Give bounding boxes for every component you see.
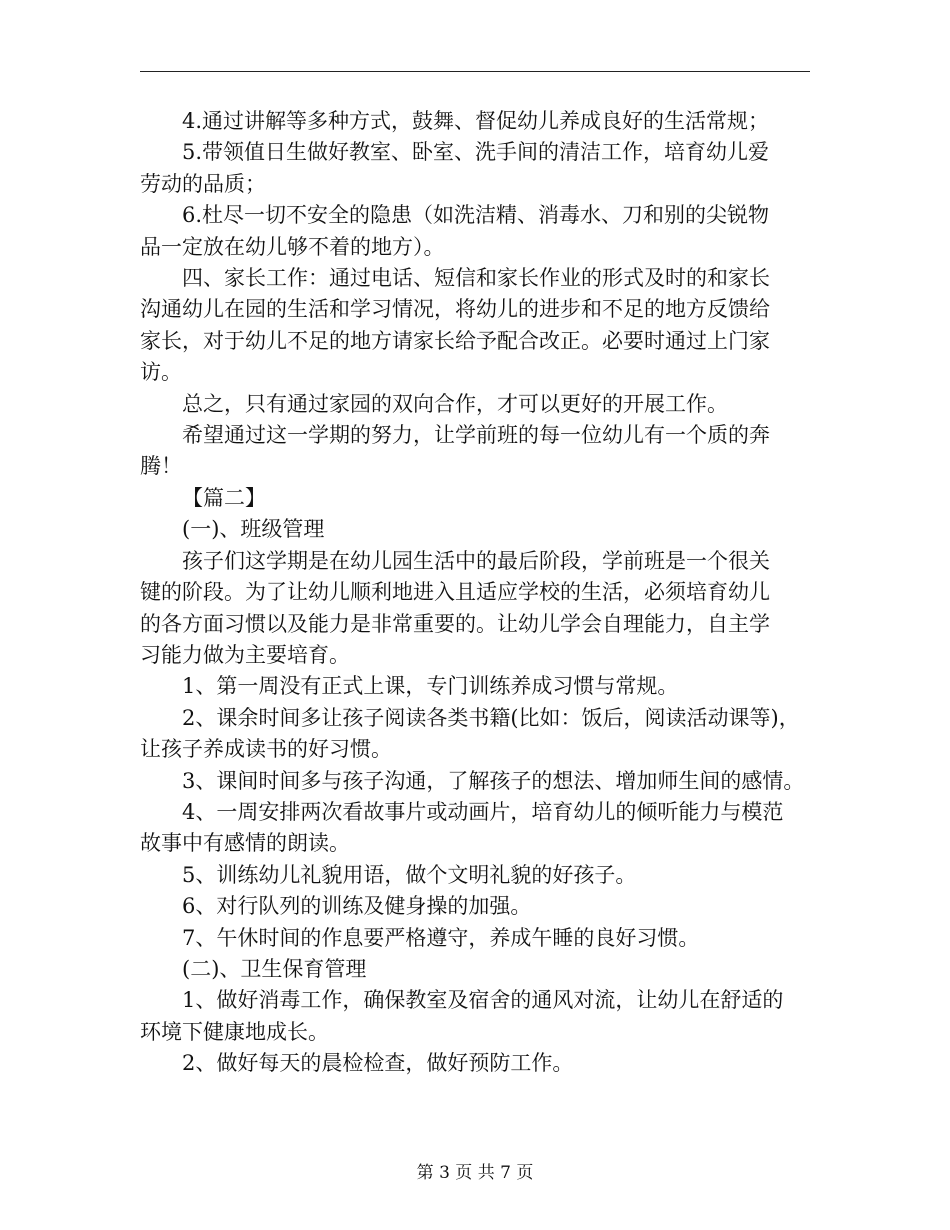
text-line: (二)、卫生保育管理 [182,956,367,981]
text-line: 5.带领值日生做好教室、卧室、洗手间的清洁工作，培育幼儿爱 [182,140,770,165]
text-line: 1、做好消毒工作，确保教室及宿舍的通风对流，让幼儿在舒适的 [182,988,784,1013]
text-line: 孩子们这学期是在幼儿园生活中的最后阶段，学前班是一个很关 [182,548,770,573]
text-line: 家长，对于幼儿不足的地方请家长给予配合改正。必要时通过上门家 [140,328,770,353]
text-line: 2、做好每天的晨检检查，做好预防工作。 [182,1051,574,1076]
text-line: 让孩子养成读书的好习惯。 [140,737,392,762]
text-line: 腾！ [140,454,182,479]
text-line: 的各方面习惯以及能力是非常重要的。让幼儿学会自理能力，自主学 [140,611,770,636]
text-line: 【篇二】 [182,485,266,510]
text-line: 4、一周安排两次看故事片或动画片，培育幼儿的倾听能力与模范 [182,799,784,824]
text-line: 7、午休时间的作息要严格遵守，养成午睡的良好习惯。 [182,925,700,950]
text-line: 6、对行队列的训练及健身操的加强。 [182,894,532,919]
text-line: 习能力做为主要培育。 [140,642,350,667]
text-line: (一)、班级管理 [182,517,325,542]
text-line: 四、家长工作：通过电话、短信和家长作业的形式及时的和家长 [182,266,770,291]
text-line: 环境下健康地成长。 [140,1019,329,1044]
text-line: 总之，只有通过家园的双向合作，才可以更好的开展工作。 [182,391,728,416]
page-number: 第 3 页 共 7 页 [416,1163,534,1183]
document-body [140,106,820,1080]
text-line: 劳动的品质； [140,171,266,196]
text-line: 2、课余时间多让孩子阅读各类书籍(比如：饭后，阅读活动课等)， [182,705,800,730]
text-line: 5、训练幼儿礼貌用语，做个文明礼貌的好孩子。 [182,862,637,887]
text-line: 4.通过讲解等多种方式，鼓舞、督促幼儿养成良好的生活常规； [182,109,770,133]
text-line: 访。 [140,360,182,385]
text-line: 沟通幼儿在园的生活和学习情况，将幼儿的进步和不足的地方反馈给 [140,297,770,322]
text-line: 1、第一周没有正式上课，专门训练养成习惯与常规。 [182,674,679,699]
text-line: 希望通过这一学期的努力，让学前班的每一位幼儿有一个质的奔 [182,423,770,448]
text-line: 6.杜尽一切不安全的隐患（如洗洁精、消毒水、刀和别的尖锐物 [182,203,770,228]
text-line: 品一定放在幼儿够不着的地方）。 [140,234,445,259]
text-line: 故事中有感情的朗读。 [140,831,350,856]
text-line: 键的阶段。为了让幼儿顺利地进入且适应学校的生活，必须培育幼儿 [140,580,770,605]
header-rule [140,71,810,72]
text-line: 3、课间时间多与孩子沟通，了解孩子的想法、增加师生间的感情。 [182,768,805,793]
